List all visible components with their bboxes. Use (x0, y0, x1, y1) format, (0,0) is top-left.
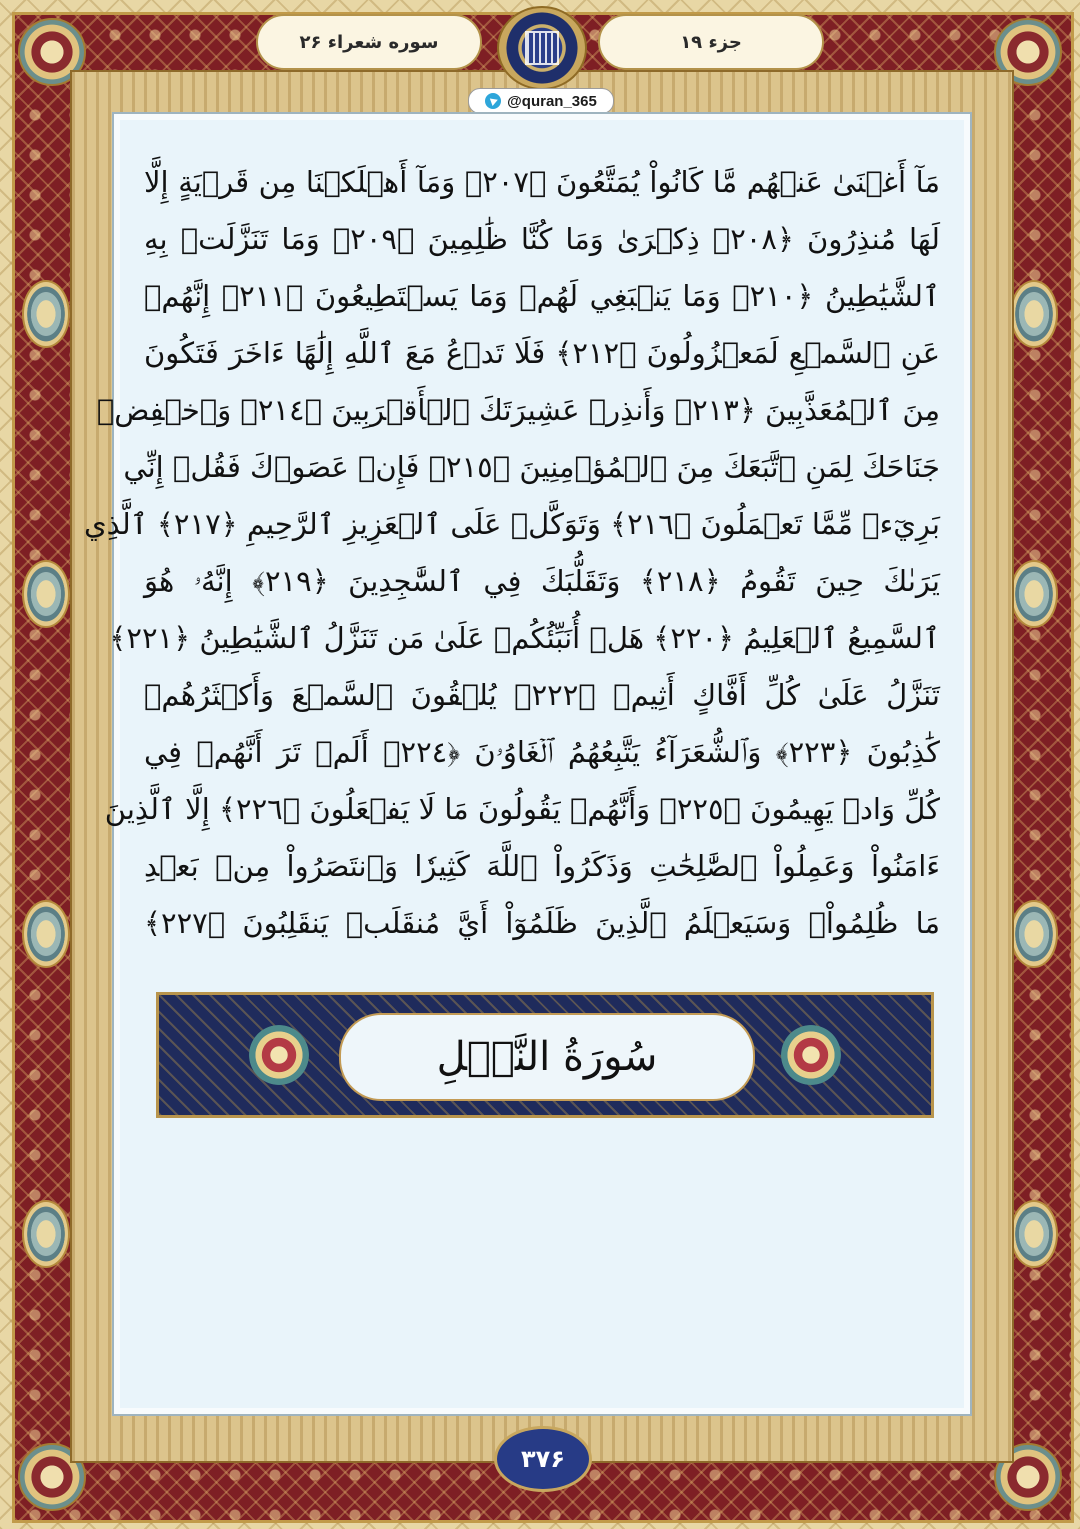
side-medallion (22, 900, 70, 968)
surah-title-banner (156, 992, 934, 1118)
verse-line: مَآ أَغۡنَىٰ عَنۡهُم مَّا كَانُواْ يُمَتَّعُونَ ﴿٢٠٧﴾ وَمَآ أَهۡلَكۡنَا مِن قَرۡيَةٍ إِلَّا (144, 165, 940, 199)
verse-line: بَرِيٓءٞ مِّمَّا تَعۡمَلُونَ ﴿٢١٦﴾ وَتَوَكَّلۡ عَلَى ٱلۡعَزِيزِ ٱلرَّحِيمِ ﴿٢١٧﴾ ٱلَّذِي (83, 507, 940, 541)
banner-ornament-icon (781, 1025, 841, 1085)
verse-line: ءَامَنُواْ وَعَمِلُواْ ٱلصَّٰلِحَٰتِ وَذَكَرُواْ ٱللَّهَ كَثِيرٗا وَٱنتَصَرُواْ مِنۢ بَعۡدِ (144, 849, 940, 883)
side-medallion (22, 560, 70, 628)
emblem-calligraphy-mark (525, 31, 559, 65)
side-medallion (1010, 1200, 1058, 1268)
verse-line: ٱلشَّيَٰطِينُ ﴿٢١٠﴾ وَمَا يَنۢبَغِي لَهُمۡ وَمَا يَسۡتَطِيعُونَ ﴿٢١١﴾ إِنَّهُمۡ (144, 279, 941, 313)
juz-header-label: جزء ۱۹ (598, 14, 824, 70)
side-medallion (22, 1200, 70, 1268)
page-number-badge: ۳۷۶ (494, 1426, 592, 1492)
surah-title: سُورَةُ النَّمۡلِ (339, 1013, 755, 1101)
side-medallion (1010, 900, 1058, 968)
verse-line: ٱلسَّمِيعُ ٱلۡعَلِيمُ ﴿٢٢٠﴾ هَلۡ أُنَبِّئُكُمۡ عَلَىٰ مَن تَنَزَّلُ ٱلشَّيَٰطِينُ ﴿٢٢١﴾ (109, 621, 940, 655)
mushaf-emblem-icon (497, 6, 587, 90)
surah-header-label: سوره شعراء ۲۶ (256, 14, 482, 70)
telegram-icon (485, 93, 501, 109)
side-medallion (22, 280, 70, 348)
verse-line: يَرَىٰكَ حِينَ تَقُومُ ﴿٢١٨﴾ وَتَقَلُّبَكَ فِي ٱلسَّٰجِدِينَ ﴿٢١٩﴾ إِنَّهُۥ هُوَ (144, 564, 941, 598)
side-medallion (1010, 280, 1058, 348)
verse-lines (83, 154, 941, 952)
channel-handle-text: @quran_365 (507, 92, 597, 110)
side-medallion (1010, 560, 1058, 628)
verse-line: عَنِ ٱلسَّمۡعِ لَمَعۡزُولُونَ ﴿٢١٢﴾ فَلَا تَدۡعُ مَعَ ٱللَّهِ إِلَٰهًا ءَاخَرَ فَتَكُونَ (144, 336, 940, 370)
verse-line: مَا ظُلِمُواْۗ وَسَيَعۡلَمُ ٱلَّذِينَ ظَلَمُوٓاْ أَيَّ مُنقَلَبٖ يَنقَلِبُونَ ﴿٢٢٧﴾ (144, 906, 940, 940)
verse-line: كَٰذِبُونَ ﴿٢٢٣﴾ وَٱلشُّعَرَآءُ يَتَّبِعُهُمُ ٱلۡغَاوُۥنَ ﴿٢٢٤﴾ أَلَمۡ تَرَ أَنَّهُمۡ فِي (144, 735, 940, 769)
verse-line: جَنَاحَكَ لِمَنِ ٱتَّبَعَكَ مِنَ ٱلۡمُؤۡمِنِينَ ﴿٢١٥﴾ فَإِنۡ عَصَوۡكَ فَقُلۡ إِنِّي (123, 450, 940, 484)
banner-ornament-icon (249, 1025, 309, 1085)
verse-line: كُلِّ وَادٖ يَهِيمُونَ ﴿٢٢٥﴾ وَأَنَّهُمۡ يَقُولُونَ مَا لَا يَفۡعَلُونَ ﴿٢٢٦﴾ إِلَّا ٱلَّذِينَ (104, 792, 940, 826)
verse-line: لَهَا مُنذِرُونَ ﴿٢٠٨﴾ ذِكۡرَىٰ وَمَا كُنَّا ظَٰلِمِينَ ﴿٢٠٩﴾ وَمَا تَنَزَّلَتۡ بِهِ (144, 222, 941, 256)
verse-line: مِنَ ٱلۡمُعَذَّبِينَ ﴿٢١٣﴾ وَأَنذِرۡ عَشِيرَتَكَ ٱلۡأَقۡرَبِينَ ﴿٢١٤﴾ وَٱخۡفِضۡ (96, 393, 940, 427)
channel-handle-badge[interactable] (468, 88, 614, 114)
verse-text-panel (83, 112, 972, 1416)
verse-line: تَنَزَّلُ عَلَىٰ كُلِّ أَفَّاكٍ أَثِيمٖ ﴿٢٢٢﴾ يُلۡقُونَ ٱلسَّمۡعَ وَأَكۡثَرُهُمۡ (144, 678, 940, 712)
